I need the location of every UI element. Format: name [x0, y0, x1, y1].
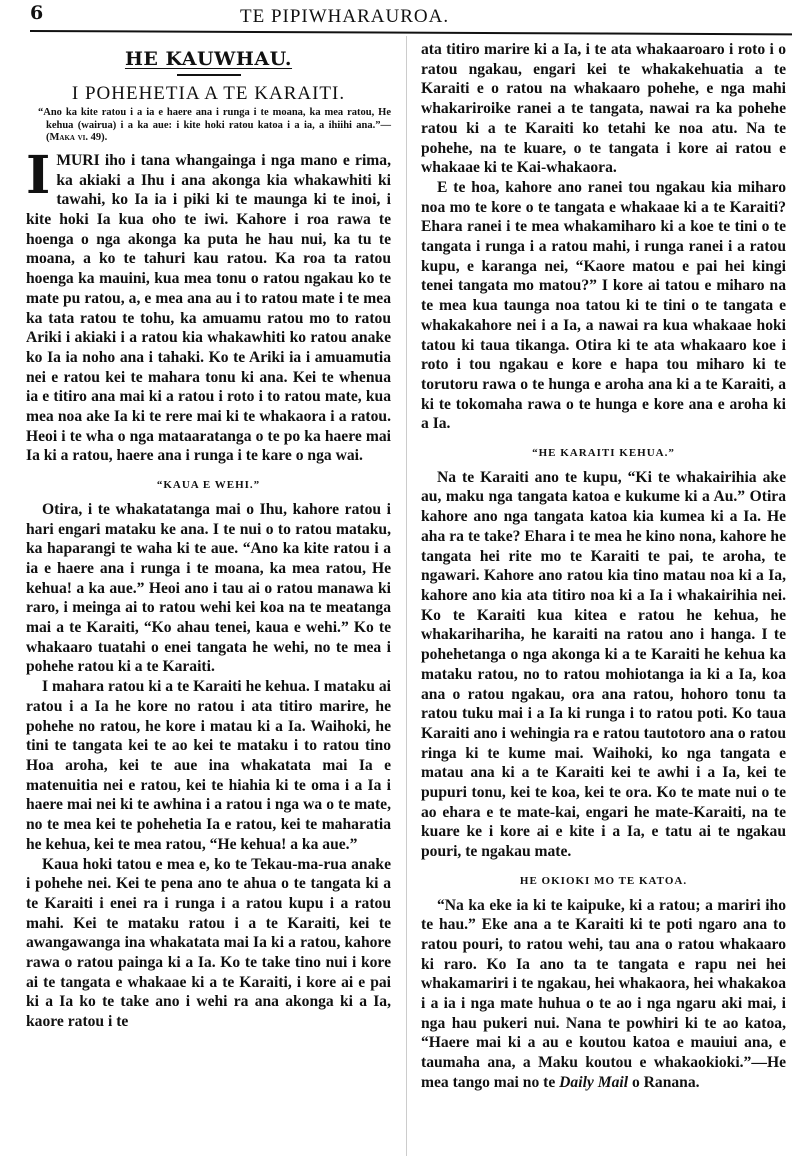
- paragraph-continuation: ata titiro marire ki a Ia, i te ata whakaaroaro i roto i o ratou ngakau, engari kei te whakakehuatia a te Karaiti e o ratou na whakaaro pohehe, e nga mahi whakariroike ranei a te tangata, nawai ra ka pohehe ratou ki a te Karaiti ko tetahi ke noa atu. Na te pohehe, na te kuare, o te tangata i kore ai ratou e whakaae ki te Kai-whakaora.: [421, 41, 786, 177]
- paragraph: E te hoa, kahore ano ranei tou ngakau kia miharo noa mo te kore o te tangata e whakaae ki a te Karaiti? Ehara ranei i te mea whakamiharo ki a koe te tini o te tangata i runga i a ratou mahi, i runga ranei i a ratou kupu, e karanga nei, “Kaore matou e pai hei kingi tenei tangata mo matou?” I kore ai tatou e miharo na te mea kua taunga noa tatou ki te tini o te tangata e whakakahore nei i a Ia, a nawai ra kua whakaae hoki tatou ki taua tikanga. Otira ki te ata whakaaro koe i roto i tou ngakau e kore e hapa tou miharo ki te torutoru rawa o te hunga e aroha ana ki a te Karaiti, a ki te tokomaha rawa o te hunga e kore ana e aroha ki a Ia.: [421, 178, 786, 433]
- paragraph-text: “Na ka eke ia ki te kaipuke, ki a ratou; a mariri iho te hau.” Eke ana a te Karaiti ki te poti ngaro ana to ratou pouri, to ratou wehi, tau ana o ratou whakaaro ki raro. Ko Ia ano ta te tangata e rapu nei hei whakamariri i te ngakau, hei whakaora, hei whakakoa i a ia i nga mate huhua o te ao i nga ngaru aki mai, i nga hau pukeri nui. Nana te powhiri ki te ao katoa, “Haere mai ki a au e koutou katoa e mauiui ana, e taumaha ana, a Maku koutou e whakaokioki.”—He mea tango mai no te: [421, 896, 786, 1091]
- column-right: [421, 40, 786, 1093]
- page-number: 6: [30, 2, 44, 24]
- source-title: Daily Mail: [559, 1073, 629, 1091]
- paragraph: [421, 896, 786, 1093]
- title-rule: [177, 74, 241, 76]
- running-head: TE PIPIWHARAUROA.: [240, 6, 450, 27]
- section-heading-kaua-e-wehi: “KAUA E WEHI.”: [156, 479, 261, 492]
- article-subtitle: I POHEHETIA A TE KARAITI.: [71, 82, 346, 104]
- paragraph: I mahara ratou ki a te Karaiti he kehua. I mataku ai ratou i a Ia he kore no ratou i ata titiro marire, he pohehe no ratou, he kore i matau ki a Ia. Waihoki, he tini te tangata kei te ao kei te mataku i to ratou tino Hoa aroha, kei te aue ina whakatata mai Ia e matenuitia nei e ratou, kei te hiahia ki te oma i a Ia i haere mai nei ki te awhina i a ratou i nga wa o te mate, no te mea kei te pohehetia Ia e ratou, kei te maharatia he kehua, kei te mea ratou, “He kehua! a ka aue.”: [26, 678, 391, 853]
- column-divider: [406, 36, 407, 1156]
- paragraph: Otira, i te whakatatanga mai o Ihu, kahore ratou i hari engari mataku ke ana. I te nui o to ratou mataku, ka haparangi te waha ki te aue. “Ano ka kite ratou i a ia e haere ana i runga i te moana, ka mea ratou, He kehua! a ka aue.” Heoi ano i tau ai o ratou manawa ki raro, i meinga ai to ratou wehi kei koa na te meatanga mai a te Karaiti, “Ko ahau tenei, kaua e wehi.” Ko te whakaaro tuatahi o enei tangata he wehi, no te mea i pohehe ratou ki a te Karaiti.: [26, 500, 391, 676]
- intro-text: iho i tana whangainga i nga mano e rima, ka akiaki a Ihu i ana akonga kia whakawhiti ki tawahi, ko Ia ia i piki ki te maunga ki te inoi, i kite hoki Ia kua oho te iwi. Kahore i roa rawa te hoenga o nga akonga ka puta he hau nui, ka tu te moana, a ko te tahuri kau ratou. Ka roa ta ratou hoenga ka mauini, kua mea tonu o ratou ngakau ko te mate pu ratou, a, e mea ana au i to ratou mate i te mea ka tata ratou te tohu, ka amuamu ratou mo to ratou Ariki i akiaki i a ratou kia whakawhiti ko ratou anake ko Ia ia noho ana i tahaki. Ko te Ariki ia i amuamutia nei e ratou kei te mahara tonu ki ana. Kei te whenua ia e titiro ana mai ki a ratou i roto i to ratou mate, kua mea noa ake Ia ki te rere mai ki te whakaora i a ratou. Heoi i te wha o nga mataaratanga o te po ka haere mai Ia ki a ratou, haere ana i runga i te kare o nga wai.: [26, 151, 391, 465]
- epigraph: [30, 107, 391, 145]
- epigraph-reference: (Maka vi. 49).: [46, 132, 108, 144]
- header-rule: [30, 30, 792, 35]
- paragraph: Na te Karaiti ano te kupu, “Ki te whakairihia ake au, maku nga tangata katoa e kukume ki a Au.” Otira kahore ano nga tangata katoa kia kumea ki a Ia. He aha ra te take? Ehara i te mea he kino nona, kahore he tangata hei rite mo te Karaiti te pai, te aroha, te ngawari. Kahore ano ratou kia tino matau noa ki a Ia, kahore ano kia ata titiro noa ki a Ia i whakairihia nei. Ko te Karaiti kua kitea e ratou he kehua, he whakarihariha, he karaiti na ratou ano i hanga. I te pohehetanga o nga akonga ki a te Karaiti he kehua ka mataku ratou, no to ratou mohiotanga ia ki a Ia, koa ana o ratou ngakau, ora ana ratou, hohoro tonu ta ratou tuku mai i a Ia ki runga i to ratou poti. Ko taua Karaiti ano i wehingia ra e ratou tautotoro ana o ratou ringa ki te kume mai. Waihoki, ko nga tangata e matau ana ki a te Karaiti kei te awhi i a Ia, kei te pupuri tonu, kei te koa, kei te ora. Ko te mate nui o te ao ehara e te mate-kai, engari he mate-Karaiti, na te kuare ke i kore ai e kite i a Ia, e tatu ai te ngakau pouri, te ngakau mate.: [421, 468, 786, 861]
- intro-paragraph: [26, 144, 391, 466]
- source-tail: o Ranana.: [628, 1073, 700, 1091]
- epigraph-text: “Ano ka kite ratou i a ia e haere ana i runga i te moana, ka mea ratou, He kehua (wairua) i a ka aue: i kite hoki ratou katoa i a ia, a ihiihi ana.”—: [38, 107, 391, 131]
- drop-cap: I: [26, 144, 51, 206]
- intro-first-words: MURI: [56, 151, 100, 169]
- section-heading-he-okioki: HE OKIOKI MO TE KATOA.: [519, 874, 688, 887]
- article-title: HE KAUWHAU.: [124, 48, 293, 70]
- section-heading-he-karaiti-kehua: “HE KARAITI KEHUA.”: [532, 447, 675, 460]
- paragraph-continued: Kaua hoki tatou e mea e, ko te Tekau-ma-rua anake i pohehe nei. Kei te pena ano te ahua o te tangata ki a te Karaiti i enei ra i runga i a ratou kupu i a ratou mahi. Kei te mataku ratou i a te Karaiti, kei te awangawanga ina whakatata mai Ia ki a ratou, kahore rawa o ratou painga ki a Ia. Ko te take tino nui i kore ai te tangata e whakaae ki a te Karaiti, i kore ai e pai ki a Ia ko te take ano i wehi ra ana akonga ki a Ia, kaore ratou i te: [26, 855, 391, 1031]
- column-left: [26, 40, 391, 1032]
